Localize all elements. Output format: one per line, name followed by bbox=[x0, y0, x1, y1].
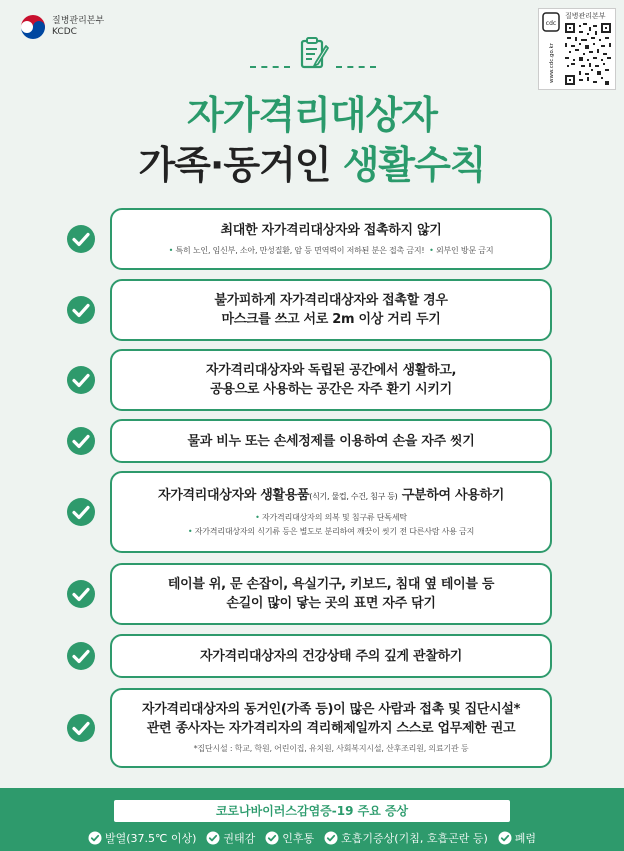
cdc-website-logo-icon bbox=[541, 11, 561, 85]
rule-4-main: 물과 비누 또는 손세정제를 이용하여 손을 자주 씻기 bbox=[187, 433, 475, 449]
rule-card-1 bbox=[110, 208, 552, 270]
rule-1-sub-2: 외부인 방문 금지 bbox=[435, 245, 494, 255]
rule-1-sub: • 특히 노인, 임신부, 소아, 만성질환, 암 등 면역력이 저하된 분은 접촉 금지! • 외부인 방문 금지 bbox=[168, 245, 494, 255]
qr-code-box[interactable] bbox=[538, 8, 616, 90]
check-circle-icon bbox=[66, 641, 96, 671]
check-circle-icon bbox=[66, 713, 96, 743]
rule-2-line-1: 불가피하게 자가격리대상자와 접촉할 경우 bbox=[214, 293, 448, 308]
rule-card-4 bbox=[110, 419, 552, 463]
rule-card-6 bbox=[110, 563, 552, 625]
title-decoration-dash-right bbox=[336, 66, 376, 70]
check-circle-icon bbox=[66, 579, 96, 609]
symptom-item bbox=[498, 830, 536, 846]
check-circle-icon bbox=[66, 224, 96, 254]
title-line-1: 자가격리대상자 bbox=[187, 93, 437, 137]
rule-row-8 bbox=[0, 688, 624, 768]
rule-row-1 bbox=[0, 208, 624, 270]
qr-label: 질병관리본부 bbox=[565, 12, 606, 20]
rule-5-sub-1-text: 자가격리대상자의 의복 및 침구류 단독세탁 bbox=[262, 512, 407, 522]
rule-row-7 bbox=[0, 634, 624, 678]
rule-row-4 bbox=[0, 419, 624, 463]
symptom-list bbox=[0, 830, 624, 846]
symptom-label: 발열(37.5℃ 이상) bbox=[104, 832, 197, 845]
header bbox=[0, 0, 624, 95]
symptom-item bbox=[265, 830, 314, 846]
rule-8-line-2: 관련 종사자는 자가격리자의 격리해제일까지 스스로 업무제한 권고 bbox=[146, 721, 516, 736]
rule-row-2 bbox=[0, 279, 624, 341]
rule-6-line-1: 테이블 위, 문 손잡이, 욕실기구, 키보드, 침대 옆 테이블 등 bbox=[167, 577, 495, 592]
symptom-label: 인후통 bbox=[282, 832, 315, 845]
rule-2-line-2: 마스크를 쓰고 서로 2m 이상 거리 두기 bbox=[221, 312, 441, 327]
symptom-label: 폐렴 bbox=[514, 832, 537, 845]
org-name-ko: 질병관리본부 bbox=[52, 16, 105, 26]
symptom-item bbox=[88, 830, 196, 846]
org-name-en: KCDC bbox=[52, 27, 77, 37]
rule-7-main: 자가격리대상자의 건강상태 주의 깊게 관찰하기 bbox=[199, 648, 463, 664]
rule-5-sub-2: • 자가격리대상자의 식기류 등은 별도로 분리하여 깨끗이 씻기 전 다른사람 사용 금지 bbox=[187, 526, 475, 536]
rule-5-main-small: (식기, 물컵, 수건, 침구 등) bbox=[309, 491, 398, 501]
title-line-2-black: 가족·동거인 bbox=[138, 143, 343, 187]
check-circle-icon bbox=[498, 831, 512, 845]
taegeuk-emblem-icon bbox=[20, 14, 46, 40]
check-circle-icon bbox=[66, 426, 96, 456]
rule-row-6 bbox=[0, 563, 624, 625]
check-circle-icon bbox=[265, 831, 279, 845]
rule-5-main-b: 구분하여 사용하기 bbox=[397, 487, 505, 503]
rule-8-note: *집단시설 : 학교, 학원, 어린이집, 유치원, 사회복지시설, 산후조리원, 의료기관 등 bbox=[193, 744, 469, 753]
check-circle-icon bbox=[66, 497, 96, 527]
symptoms-title: 코로나바이러스감염증-19 주요 증상 bbox=[114, 800, 510, 822]
symptoms-footer bbox=[0, 788, 624, 851]
rule-row-5 bbox=[0, 471, 624, 553]
qr-code-icon bbox=[565, 23, 611, 85]
symptom-label: 호흡기증상(기침, 호흡곤란 등) bbox=[341, 832, 488, 845]
rule-3-line-1: 자가격리대상자와 독립된 공간에서 생활하고, bbox=[205, 363, 457, 378]
symptom-label: 권태감 bbox=[223, 832, 256, 845]
rule-card-2 bbox=[110, 279, 552, 341]
rule-card-3 bbox=[110, 349, 552, 411]
check-circle-icon bbox=[88, 831, 102, 845]
rule-3-line-2: 공용으로 사용하는 공간은 자주 환기 시키기 bbox=[210, 382, 452, 397]
rule-5-main bbox=[158, 486, 504, 506]
rule-1-sub-1: 특히 노인, 임신부, 소아, 만성질환, 암 등 면역력이 저하된 분은 접촉 금지! bbox=[175, 245, 425, 255]
check-circle-icon bbox=[66, 365, 96, 395]
rule-6-line-2: 손길이 많이 닿는 곳의 표면 자주 닦기 bbox=[226, 596, 436, 611]
rule-5-main-a: 자가격리대상자와 생활용품 bbox=[157, 487, 310, 503]
check-circle-icon bbox=[206, 831, 220, 845]
check-circle-icon bbox=[66, 295, 96, 325]
svg-text:cdc: cdc bbox=[545, 20, 557, 27]
rule-1-main: 최대한 자가격리대상자와 접촉하지 않기 bbox=[220, 222, 442, 238]
symptom-item bbox=[324, 830, 488, 846]
qr-side-text: www.cdc.go.kr bbox=[549, 43, 555, 83]
rule-card-8 bbox=[110, 688, 552, 768]
rule-card-7 bbox=[110, 634, 552, 678]
kcdc-logo bbox=[20, 14, 104, 40]
rule-8-line-1: 자가격리대상자의 동거인(가족 등)이 많은 사람과 접촉 및 집단시설* bbox=[141, 702, 521, 717]
title-line-2-green: 생활수칙 bbox=[342, 143, 486, 187]
check-circle-icon bbox=[324, 831, 338, 845]
symptom-item bbox=[206, 830, 255, 846]
rule-5-sub-2-text: 자가격리대상자의 식기류 등은 별도로 분리하여 깨끗이 씻기 전 다른사람 사용 금지 bbox=[194, 526, 475, 536]
rule-card-5 bbox=[110, 471, 552, 553]
rule-5-sub-1: • 자가격리대상자의 의복 및 침구류 단독세탁 bbox=[255, 512, 407, 522]
rule-row-3 bbox=[0, 349, 624, 411]
clipboard-checklist-icon bbox=[296, 36, 332, 72]
title-decoration-dash-left bbox=[250, 66, 290, 70]
title-line-2 bbox=[0, 134, 624, 189]
